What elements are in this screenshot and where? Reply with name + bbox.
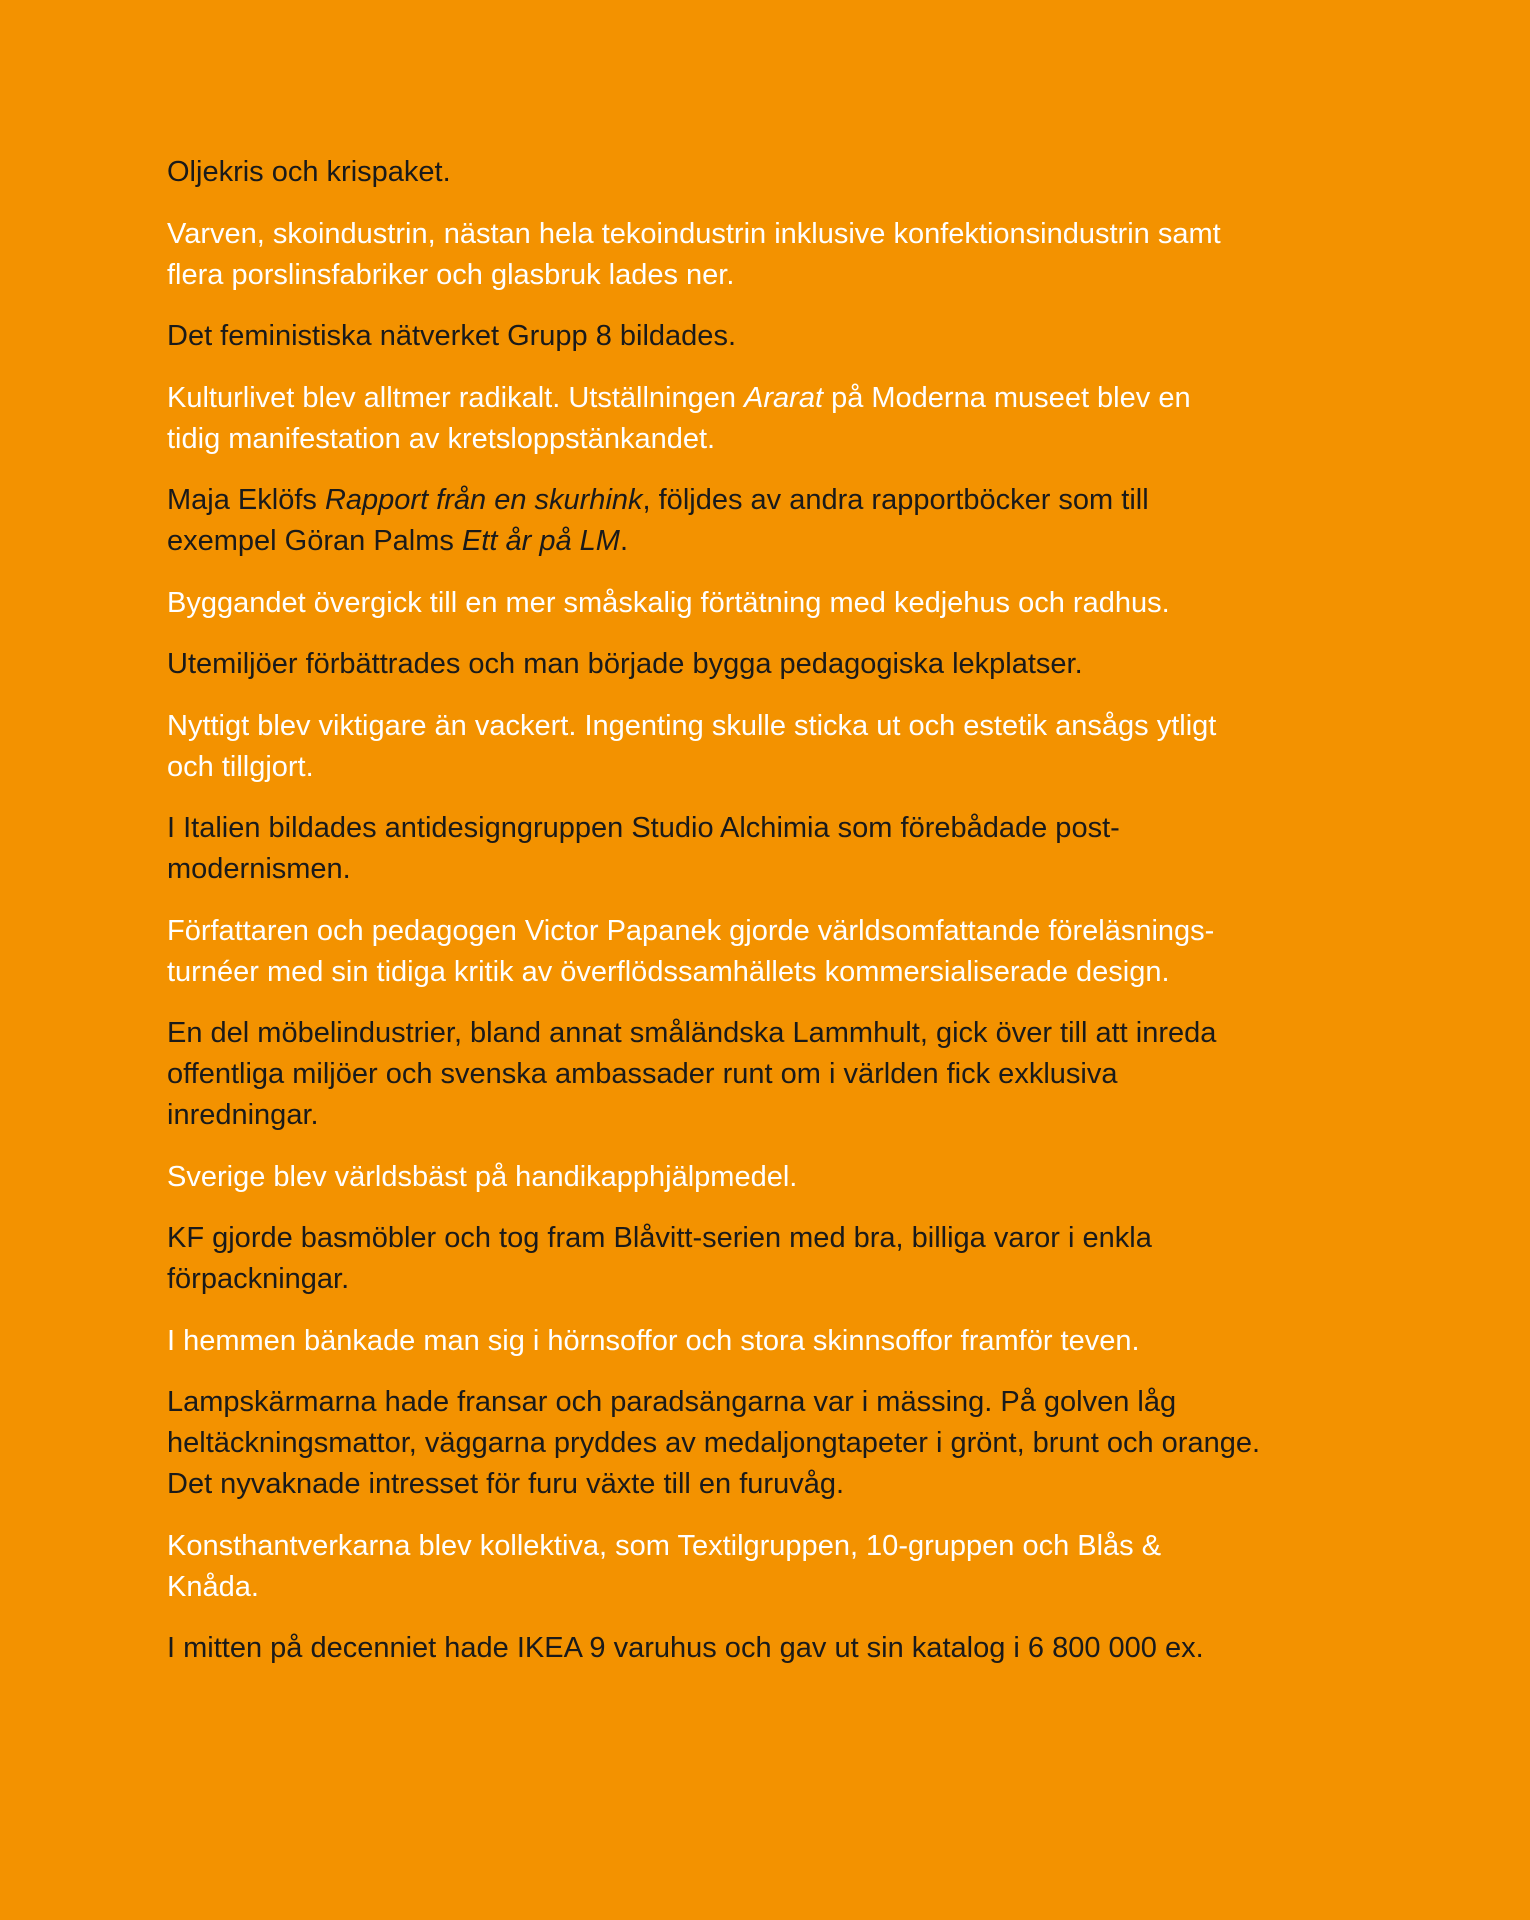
text-line xyxy=(167,484,1149,516)
text-segment: Maja Eklöfs xyxy=(167,484,325,516)
text-line xyxy=(167,587,1170,619)
text-line xyxy=(167,915,1214,947)
text-segment: exempel Göran Palms xyxy=(167,525,462,557)
text-line xyxy=(167,853,351,885)
text-segment: I mitten på decenniet hade IKEA 9 varuhus och gav ut sin katalog i 6 800 000 ex. xyxy=(167,1632,1204,1664)
text-segment: . xyxy=(619,525,628,557)
text-line xyxy=(167,320,736,352)
text-line xyxy=(167,423,715,455)
text-line xyxy=(167,1099,319,1131)
text-segment: I Italien bildades antidesigngruppen Studio Alchimia som förebådade post- xyxy=(167,812,1120,844)
paragraph xyxy=(167,706,1417,788)
text-segment: Det feministiska nätverket Grupp 8 bildades. xyxy=(167,320,736,352)
text-line xyxy=(167,648,1083,680)
text-line xyxy=(167,1058,1117,1090)
text-segment: turnéer med sin tidiga kritik av överflödssamhällets kommersialiserade design. xyxy=(167,955,1170,988)
paragraph xyxy=(167,480,1417,562)
text-segment: heltäckningsmattor, väggarna pryddes av medaljongtapeter i grönt, brunt och orange. xyxy=(167,1427,1261,1459)
text-line xyxy=(167,156,451,188)
italic-title: Rapport från en skurhink xyxy=(324,484,643,516)
text-segment: Byggandet övergick till en mer småskalig förtätning med kedjehus och radhus. xyxy=(167,586,1170,619)
text-segment: Kulturlivet blev alltmer radikalt. Utställningen xyxy=(167,381,745,414)
text-line xyxy=(167,1632,1204,1664)
italic-title: Ararat xyxy=(744,381,824,414)
text-line xyxy=(167,1325,1140,1357)
text-segment: Författaren och pedagogen Victor Papanek gjorde världsomfattande föreläsnings- xyxy=(167,914,1215,947)
text-segment: Lampskärmarna hade fransar och paradsängarna var i mässing. På golven låg xyxy=(167,1386,1177,1418)
text-segment: Utemiljöer förbättrades och man började bygga pedagogiska lekplatser. xyxy=(167,648,1083,680)
text-segment: Konsthantverkarna blev kollektiva, som Textilgruppen, 10-gruppen och Blås & xyxy=(167,1529,1162,1562)
text-line xyxy=(167,1161,797,1193)
paragraph xyxy=(167,583,1417,624)
text-segment: flera porslinsfabriker och glasbruk lades ner. xyxy=(167,258,735,291)
text-segment: förpackningar. xyxy=(167,1263,350,1295)
paragraph xyxy=(167,1526,1417,1608)
paragraph xyxy=(167,1628,1417,1669)
text-line xyxy=(167,1468,844,1500)
text-line xyxy=(167,1427,1260,1459)
text-segment: Det nyvaknade intresset för furu växte till en furuvåg. xyxy=(167,1468,845,1500)
paragraph xyxy=(167,808,1417,890)
paragraph xyxy=(167,1013,1417,1136)
text-line xyxy=(167,1386,1176,1418)
text-line xyxy=(167,1222,1152,1254)
text-line xyxy=(167,710,1216,742)
text-segment: En del möbelindustrier, bland annat småländska Lammhult, gick över till att inreda xyxy=(167,1017,1217,1049)
text-line xyxy=(167,259,734,291)
text-line xyxy=(167,1571,259,1603)
text-line xyxy=(167,382,1191,414)
text-segment: modernismen. xyxy=(167,853,351,885)
text-segment: Knåda. xyxy=(167,1570,259,1603)
text-line xyxy=(167,751,314,783)
text-segment: Varven, skoindustrin, nästan hela tekoindustrin inklusive konfektionsindustrin samt xyxy=(167,217,1221,250)
paragraph xyxy=(167,1157,1417,1198)
paragraph xyxy=(167,911,1417,993)
text-line xyxy=(167,812,1120,844)
text-segment: Oljekris och krispaket. xyxy=(167,156,451,188)
text-line xyxy=(167,1530,1161,1562)
text-page xyxy=(167,152,1417,1690)
text-segment: I hemmen bänkade man sig i hörnsoffor och stora skinnsoffor framför teven. xyxy=(167,1324,1140,1357)
text-segment: och tillgjort. xyxy=(167,750,314,783)
text-segment: , följdes av andra rapportböcker som till xyxy=(642,484,1149,516)
text-line xyxy=(167,525,628,557)
text-segment: Nyttigt blev viktigare än vackert. Ingenting skulle sticka ut och estetik ansågs ytligt xyxy=(167,709,1217,742)
text-line xyxy=(167,218,1221,250)
text-segment: Sverige blev världsbäst på handikapphjälpmedel. xyxy=(167,1160,798,1193)
paragraph xyxy=(167,152,1417,193)
text-segment: på Moderna museet blev en xyxy=(823,381,1191,414)
paragraph xyxy=(167,1321,1417,1362)
italic-title: Ett år på LM xyxy=(461,525,620,557)
text-line xyxy=(167,1263,349,1295)
text-segment: inredningar. xyxy=(167,1099,319,1131)
text-segment: offentliga miljöer och svenska ambassader runt om i världen fick exklusiva xyxy=(167,1058,1118,1090)
paragraph xyxy=(167,1382,1417,1505)
text-segment: tidig manifestation av kretsloppstänkandet. xyxy=(167,422,716,455)
text-segment: KF gjorde basmöbler och tog fram Blåvitt-serien med bra, billiga varor i enkla xyxy=(167,1222,1152,1254)
paragraph xyxy=(167,644,1417,685)
paragraph xyxy=(167,1218,1417,1300)
paragraph xyxy=(167,214,1417,296)
text-line xyxy=(167,1017,1216,1049)
paragraph xyxy=(167,378,1417,460)
text-line xyxy=(167,956,1170,988)
paragraph xyxy=(167,316,1417,357)
